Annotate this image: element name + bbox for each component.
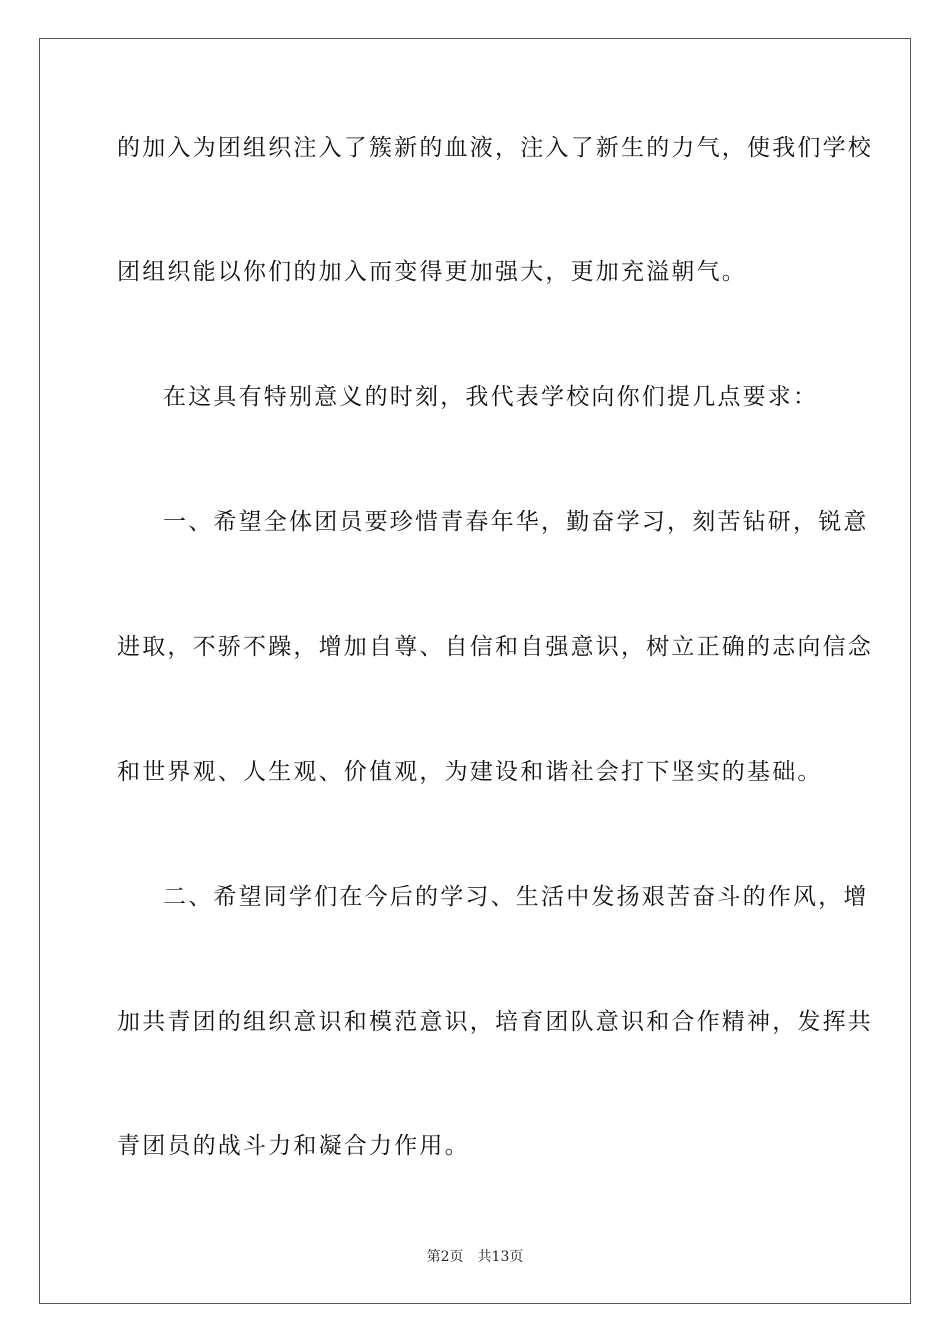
paragraph-line-2: 团组织能以你们的加入而变得更加强大，更加充溢朝气。 bbox=[117, 259, 747, 285]
page-total: 共13页 bbox=[477, 1249, 524, 1265]
paragraph-line-6: 和世界观、人生观、价值观，为建设和谐社会打下坚实的基础。 bbox=[117, 759, 823, 785]
paragraph-line-5: 进取，不骄不躁，增加自尊、自信和自强意识，树立正确的志向信念 bbox=[117, 634, 873, 660]
paragraph-line-7: 二、希望同学们在今后的学习、生活中发扬艰苦奋斗的作风，增 bbox=[163, 884, 869, 910]
paragraph-line-4: 一、希望全体团员要珍惜青春年华，勤奋学习，刻苦钻研，锐意 bbox=[163, 509, 869, 535]
page-number: 第2页 bbox=[426, 1249, 464, 1265]
paragraph-line-3: 在这具有特别意义的时刻，我代表学校向你们提几点要求： bbox=[163, 384, 819, 410]
paragraph-line-9: 青团员的战斗力和凝合力作用。 bbox=[117, 1133, 470, 1159]
paragraph-line-8: 加共青团的组织意识和模范意识，培育团队意识和合作精神，发挥共 bbox=[117, 1009, 873, 1035]
page-border bbox=[39, 38, 911, 1304]
paragraph-line-1: 的加入为团组织注入了簇新的血液，注入了新生的力气，使我们学校 bbox=[117, 135, 873, 161]
page-footer bbox=[0, 1248, 950, 1266]
